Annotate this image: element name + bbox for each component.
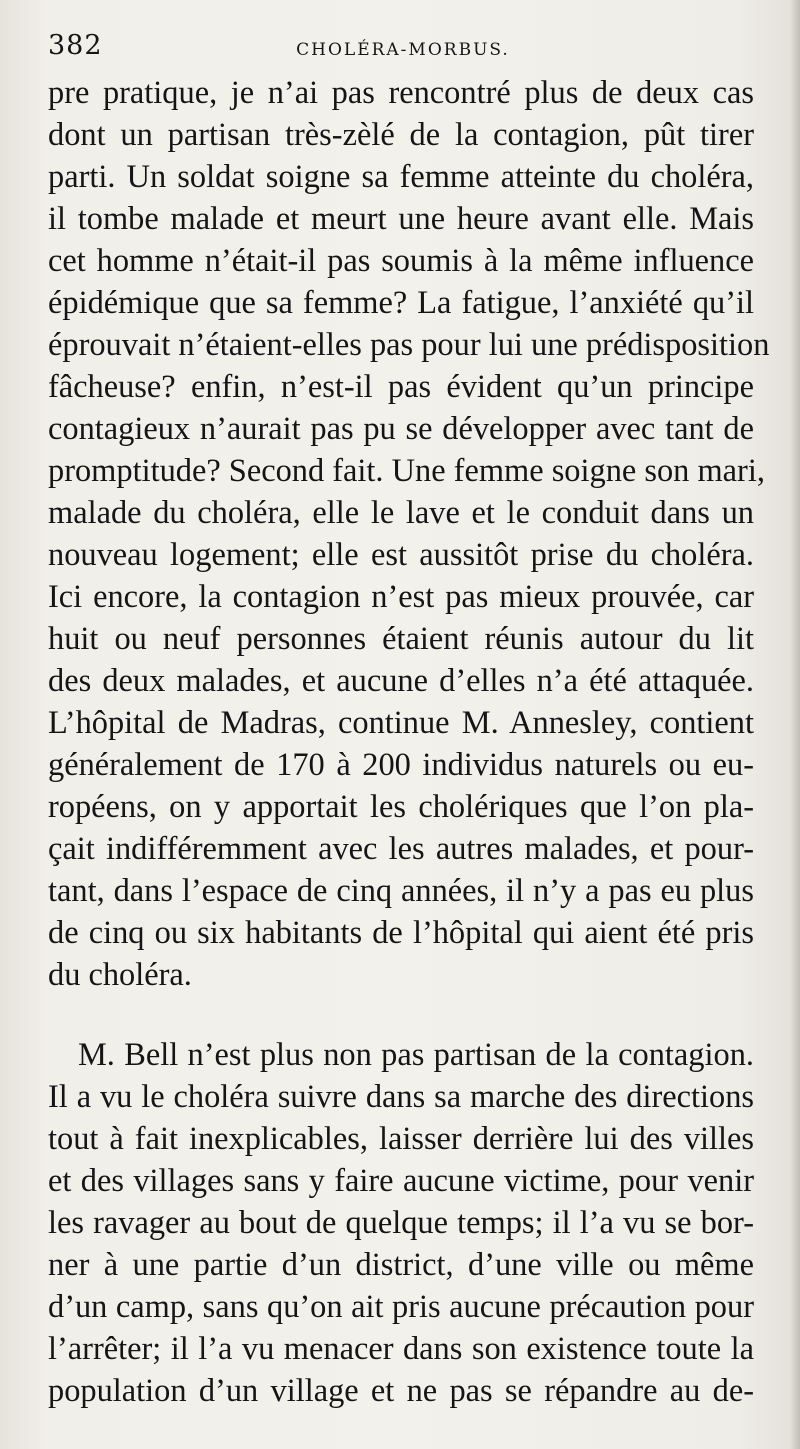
text-line: contagieux n’aurait pas pu se développer avec tant de: [48, 411, 754, 447]
text-line: tant, dans l’espace de cinq années, il n’y a pas eu plus: [48, 873, 754, 909]
text-line: les ravager au bout de quelque temps; il l’a vu se bor-: [48, 1205, 754, 1241]
text-line: parti. Un soldat soigne sa femme atteinte du choléra,: [48, 159, 754, 195]
text-line: dont un partisan très-zèlé de la contagion, pût tirer: [48, 117, 754, 153]
text-line: ropéens, on y apportait les cholériques que l’on pla-: [48, 789, 754, 825]
running-head: CHOLÉRA-MORBUS.: [296, 40, 510, 60]
page-number: 382: [48, 30, 103, 61]
text-line: M. Bell n’est plus non pas partisan de la contagion.: [78, 1037, 754, 1073]
page-edge-shadow: [790, 0, 800, 1449]
text-line: d’un camp, sans qu’on ait pris aucune précaution pour: [48, 1289, 754, 1325]
text-line: généralement de 170 à 200 individus naturels ou eu-: [48, 747, 754, 783]
text-line: épidémique que sa femme? La fatigue, l’anxiété qu’il: [48, 285, 754, 321]
paragraph-1: [48, 72, 770, 996]
text-line: cet homme n’était-il pas soumis à la même influence: [48, 243, 754, 279]
text-line: Il a vu le choléra suivre dans sa marche des directions: [48, 1079, 754, 1115]
text-line: fâcheuse? enfin, n’est-il pas évident qu’un principe: [48, 369, 754, 405]
text-line: ner à une partie d’un district, d’une ville ou même: [48, 1247, 754, 1283]
text-line: malade du choléra, elle le lave et le conduit dans un: [48, 495, 754, 531]
text-line: éprouvait n’étaient-elles pas pour lui une prédisposition: [48, 327, 770, 363]
text-line: huit ou neuf personnes étaient réunis autour du lit: [48, 621, 754, 657]
text-line: promptitude? Second fait. Une femme soigne son mari,: [48, 453, 765, 489]
text-line: des deux malades, et aucune d’elles n’a été attaquée.: [48, 663, 754, 699]
text-line: nouveau logement; elle est aussitôt prise du choléra.: [48, 537, 754, 573]
text-line: de cinq ou six habitants de l’hôpital qui aient été pris: [48, 915, 754, 951]
body-text: [48, 72, 770, 1412]
text-line: pre pratique, je n’ai pas rencontré plus de deux cas: [48, 75, 754, 111]
paragraph-gap: [48, 996, 754, 1034]
text-line: population d’un village et ne pas se répandre au de-: [48, 1373, 754, 1409]
page-header: [48, 30, 758, 70]
text-line: l’arrêter; il l’a vu menacer dans son existence toute la: [48, 1331, 754, 1367]
text-line: çait indifféremment avec les autres malades, et pour-: [48, 831, 754, 867]
paragraph-2: [48, 1034, 754, 1412]
text-line: du choléra.: [48, 957, 192, 993]
text-line: il tombe malade et meurt une heure avant elle. Mais: [48, 201, 754, 237]
text-line: L’hôpital de Madras, continue M. Annesley, contient: [48, 705, 754, 741]
text-line: Ici encore, la contagion n’est pas mieux prouvée, car: [48, 579, 754, 615]
text-line: et des villages sans y faire aucune victime, pour venir: [48, 1163, 754, 1199]
text-line: tout à fait inexplicables, laisser derrière lui des villes: [48, 1121, 754, 1157]
